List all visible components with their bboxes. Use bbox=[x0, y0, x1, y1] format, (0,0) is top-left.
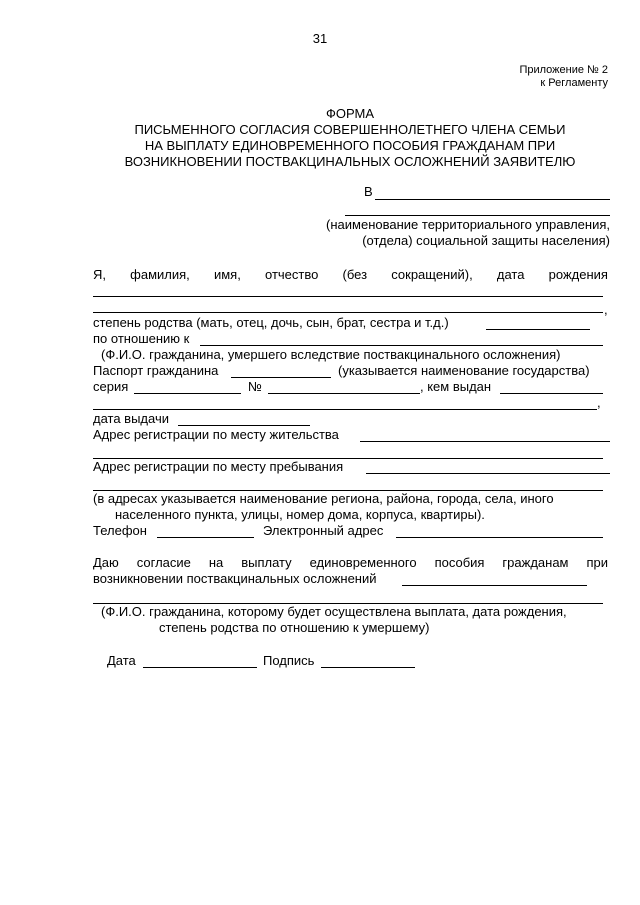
form-title: ФОРМА bbox=[325, 106, 375, 121]
issued-comma: , bbox=[597, 395, 601, 410]
addressee-field-1[interactable] bbox=[375, 199, 610, 200]
address-hint-1: (в адресах указывается наименование региона, района, города, села, иного bbox=[93, 491, 554, 506]
passport-hint: (указывается наименование государства) bbox=[338, 363, 590, 378]
number-label: № bbox=[248, 379, 262, 394]
fullname-field-2[interactable] bbox=[93, 312, 603, 313]
consent-line-2: возникновении поствакцинальных осложнений bbox=[93, 571, 377, 586]
passport-label: Паспорт гражданина bbox=[93, 363, 219, 378]
relation-to-label: по отношению к bbox=[93, 331, 190, 346]
fullname-field-1[interactable] bbox=[93, 296, 603, 297]
consent-word: пособия bbox=[434, 555, 485, 570]
intro-word: Я, bbox=[93, 267, 106, 282]
intro-word: дата bbox=[496, 267, 525, 282]
issued-by-field-2[interactable] bbox=[93, 409, 597, 410]
recipient-hint-2: степень родства по отношению к умершему) bbox=[159, 620, 430, 635]
phone-field[interactable] bbox=[157, 537, 254, 538]
consent-word: на bbox=[208, 555, 224, 570]
consent-word: единовременного bbox=[309, 555, 417, 570]
intro-word: отчество bbox=[265, 267, 319, 282]
intro-word: рождения bbox=[548, 267, 608, 282]
form-title-line-2: ПИСЬМЕННОГО СОГЛАСИЯ СОВЕРШЕННОЛЕТНЕГО ЧЛЕНА СЕМЬИ bbox=[134, 122, 566, 137]
email-label: Электронный адрес bbox=[263, 523, 384, 538]
series-label: серия bbox=[93, 379, 129, 394]
addressee-prefix: В bbox=[364, 184, 373, 199]
recipient-hint-1: (Ф.И.О. гражданина, которому будет осуществлена выплата, дата рождения, bbox=[101, 604, 567, 619]
consent-word: выплату bbox=[241, 555, 292, 570]
intro-word: сокращений), bbox=[391, 267, 473, 282]
intro-word: имя, bbox=[213, 267, 241, 282]
consent-word: согласие bbox=[136, 555, 191, 570]
issue-date-field[interactable] bbox=[178, 425, 310, 426]
intro-word: фамилия, bbox=[130, 267, 190, 282]
signature-field[interactable] bbox=[321, 667, 415, 668]
passport-country-field[interactable] bbox=[231, 377, 331, 378]
date-field[interactable] bbox=[143, 667, 257, 668]
intro-word: (без bbox=[342, 267, 368, 282]
page-number: 31 bbox=[312, 31, 328, 46]
applicant-intro bbox=[93, 267, 608, 283]
deceased-hint: (Ф.И.О. гражданина, умершего вследствие поствакцинального осложнения) bbox=[101, 347, 561, 362]
issued-by-field-1[interactable] bbox=[500, 393, 603, 394]
signature-label: Подпись bbox=[263, 653, 315, 668]
consent-word: гражданам bbox=[502, 555, 569, 570]
residence-address-field-1[interactable] bbox=[360, 441, 610, 442]
consent-field-1[interactable] bbox=[402, 585, 587, 586]
form-title-line-3: НА ВЫПЛАТУ ЕДИНОВРЕМЕННОГО ПОСОБИЯ ГРАЖДАНАМ ПРИ bbox=[144, 138, 556, 153]
stay-address-label: Адрес регистрации по месту пребывания bbox=[93, 459, 344, 474]
issued-by-label: , кем выдан bbox=[420, 379, 492, 394]
number-field[interactable] bbox=[268, 393, 420, 394]
consent-text bbox=[93, 555, 608, 571]
relation-field[interactable] bbox=[486, 329, 590, 330]
addressee-hint-2: (отдела) социальной защиты населения) bbox=[362, 233, 610, 248]
series-field[interactable] bbox=[134, 393, 241, 394]
consent-word: Даю bbox=[93, 555, 119, 570]
appendix-line-1: Приложение № 2 bbox=[519, 64, 608, 76]
date-label: Дата bbox=[107, 653, 136, 668]
form-title-line-4: ВОЗНИКНОВЕНИИ ПОСТВАКЦИНАЛЬНЫХ ОСЛОЖНЕНИЙ ЗАЯВИТЕЛЮ bbox=[124, 154, 576, 169]
addressee-hint-1: (наименование территориального управления, bbox=[326, 217, 610, 232]
deceased-name-field[interactable] bbox=[200, 345, 603, 346]
address-hint-2: населенного пункта, улицы, номер дома, корпуса, квартиры). bbox=[115, 507, 485, 522]
phone-label: Телефон bbox=[93, 523, 147, 538]
consent-word: при bbox=[586, 555, 608, 570]
stay-address-field-1[interactable] bbox=[366, 473, 610, 474]
email-field[interactable] bbox=[396, 537, 603, 538]
addressee-field-2[interactable] bbox=[345, 215, 610, 216]
appendix-line-2: к Регламенту bbox=[540, 77, 608, 89]
relation-label: степень родства (мать, отец, дочь, сын, брат, сестра и т.д.) bbox=[93, 315, 449, 330]
issue-date-label: дата выдачи bbox=[93, 411, 169, 426]
fullname-comma: , bbox=[604, 302, 608, 317]
residence-address-label: Адрес регистрации по месту жительства bbox=[93, 427, 339, 442]
